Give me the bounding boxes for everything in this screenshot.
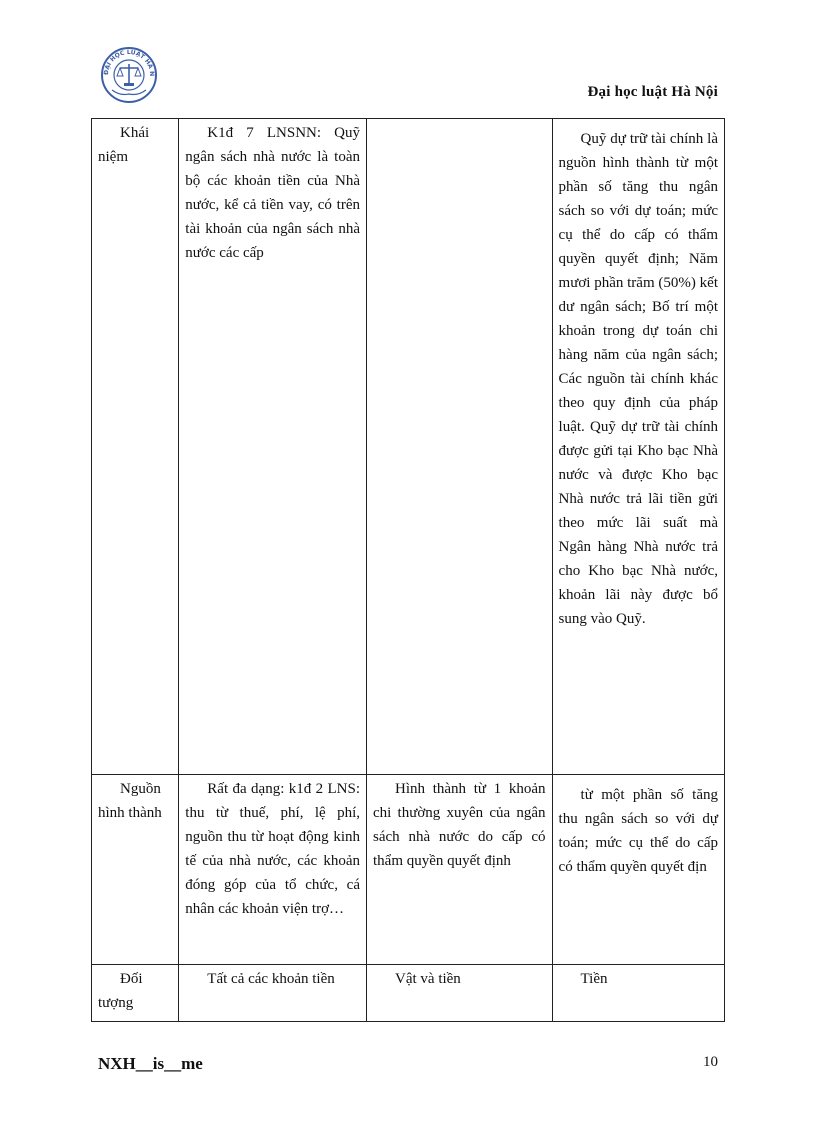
comparison-table (91, 118, 725, 1022)
svg-text:ĐẠI HỌC LUẬT HÀ NỘI: ĐẠI HỌC LUẬT HÀ N (102, 48, 156, 77)
table-cell: Rất đa dạng: k1đ 2 LNS: thu từ thuế, phí, lệ phí, nguồn thu từ hoạt động kinh tế của nhà nước, các khoản đóng góp của tổ chức, cá nhân các khoản viện trợ… (179, 775, 367, 965)
table-cell: Quỹ dự trữ tài chính là nguồn hình thành từ một phần số tăng thu ngân sách so với dự toán; mức cụ thể do cấp có thẩm quyền quyết định; Năm mươi phần trăm (50%) kết dư ngân sách; Bố trí một khoản trong dự toán chi hàng năm của ngân sách; Các nguồn tài chính khác theo quy định của pháp luật. Quỹ dự trữ tài chính được gửi tại Kho bạc Nhà nước và được Kho bạc Nhà nước trả lãi tiền gửi theo mức lãi suất mà Ngân hàng Nhà nước trả cho Kho bạc Nhà nước, khoản lãi này được bổ sung vào Quỹ. (552, 119, 724, 775)
table-cell: Tất cả các khoản tiền (179, 965, 367, 1022)
table-cell: K1đ 7 LNSNN: Quỹ ngân sách nhà nước là toàn bộ các khoản tiền của Nhà nước, kể cả tiền vay, có trên tài khoản của ngân sách nhà nước các cấp (179, 119, 367, 775)
table-cell: Tiền (552, 965, 724, 1022)
university-seal-icon (100, 46, 158, 104)
row-label: Khái niệm (92, 119, 179, 775)
footer-author: NXH__is__me (98, 1054, 203, 1073)
school-name: Đại học luật Hà Nội (587, 84, 718, 100)
row-label: Đối tượng (92, 965, 179, 1022)
table-cell: Hình thành từ 1 khoản chi thường xuyên của ngân sách nhà nước do cấp có thẩm quyền quyết định (367, 775, 553, 965)
row-label: Nguồn hình thành (92, 775, 179, 965)
table-row (92, 119, 725, 775)
table-row (92, 965, 725, 1022)
table-cell: từ một phần số tăng thu ngân sách so với dự toán; mức cụ thể do cấp có thẩm quyền quyết địn (552, 775, 724, 965)
table-row (92, 775, 725, 965)
table-cell: Vật và tiền (367, 965, 553, 1022)
page-number: 10 (703, 1054, 718, 1070)
table-cell (367, 119, 553, 775)
